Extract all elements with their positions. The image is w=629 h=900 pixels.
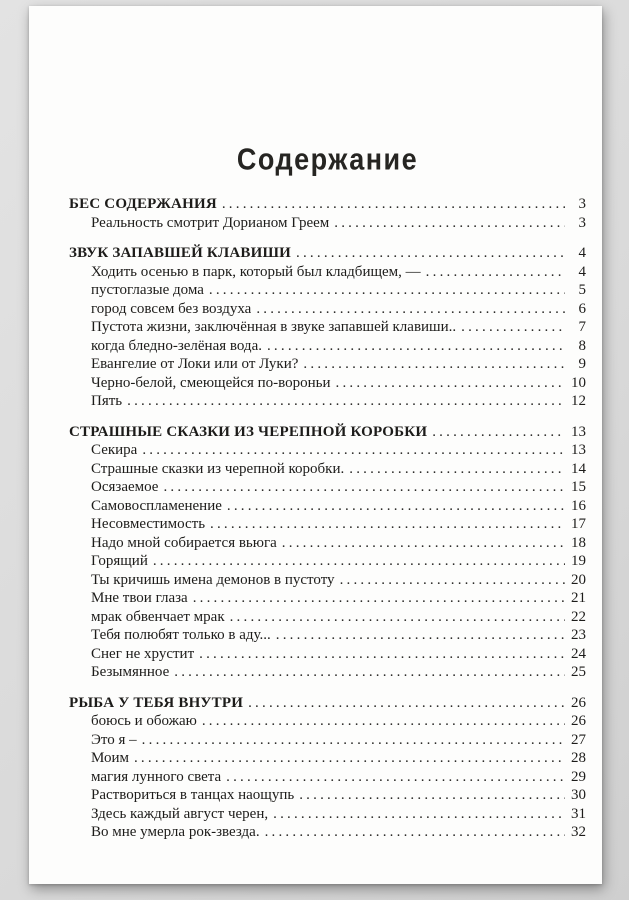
dot-leader — [209, 281, 565, 300]
toc-heading-label: БЕС СОДЕРЖАНИЯ — [69, 196, 217, 212]
dot-leader — [273, 805, 565, 824]
toc-entry — [69, 552, 586, 571]
toc-entry-label: Пять — [91, 393, 123, 409]
dot-leader — [153, 552, 565, 571]
toc-entry-page: 26 — [571, 713, 586, 729]
toc-heading — [69, 694, 586, 713]
toc-entry-label: пустоглазые дома — [91, 282, 204, 298]
toc-entry — [69, 337, 586, 356]
toc-entry-label: Здесь каждый август черен, — [91, 805, 269, 822]
dot-leader — [193, 589, 565, 608]
toc-entry-label: Снег не хрустит — [91, 645, 195, 662]
page-title: Содержание — [236, 142, 419, 177]
toc-entry-label: Моим — [91, 750, 129, 766]
toc-entry-page: 21 — [571, 590, 586, 606]
dot-leader — [174, 663, 565, 682]
toc-entry-page: 12 — [571, 393, 586, 409]
dot-leader — [336, 374, 566, 393]
toc-entry-page: 19 — [571, 553, 586, 569]
toc-section — [69, 423, 586, 682]
dot-leader — [265, 823, 565, 842]
dot-leader — [256, 300, 565, 319]
dot-leader — [248, 694, 565, 713]
toc-entry-label: магия лунного света — [91, 768, 222, 785]
toc-entry-page: 22 — [571, 608, 586, 625]
dot-leader — [340, 571, 565, 590]
toc-entry — [69, 786, 586, 805]
toc-entry — [69, 263, 586, 282]
toc-entry — [69, 731, 586, 750]
dot-leader — [227, 497, 565, 516]
dot-leader — [276, 626, 565, 645]
dot-leader — [230, 608, 565, 627]
toc-entry — [69, 571, 586, 590]
page-inner — [29, 6, 602, 842]
dot-leader — [267, 337, 565, 356]
toc-entry-label: боюсь и обожаю — [91, 713, 197, 729]
toc-entry-page: 23 — [571, 627, 586, 643]
toc-entry — [69, 392, 586, 411]
toc-entry-label: Надо мной собирается вьюга — [91, 534, 277, 551]
dot-leader — [134, 749, 565, 768]
toc-entry-label: Пустота жизни, заключённая в звуке запавшей клавиши.. — [91, 319, 457, 335]
toc-entry-page: 32 — [571, 824, 586, 840]
toc-section — [69, 244, 586, 411]
toc-entry-label: Реальность смотрит Дорианом Греем — [91, 214, 330, 231]
toc-entry-page: 6 — [578, 300, 586, 317]
toc-entry-label: Самовоспламенение — [91, 497, 222, 514]
dot-leader — [127, 392, 565, 411]
toc-entry — [69, 749, 586, 768]
toc-entry — [69, 300, 586, 319]
toc-entry — [69, 608, 586, 627]
toc-section — [69, 694, 586, 842]
toc-entry-page: 14 — [571, 460, 586, 477]
toc-entry — [69, 374, 586, 393]
toc-entry — [69, 460, 586, 479]
toc-entry-label: город совсем без воздуха — [91, 300, 252, 317]
toc — [69, 195, 586, 842]
toc-heading-page: 13 — [571, 423, 586, 440]
toc-entry-label: когда бледно-зелёная вода. — [91, 337, 262, 354]
toc-heading-page: 4 — [578, 245, 586, 261]
toc-entry-label: Безымянное — [91, 664, 170, 680]
toc-entry — [69, 497, 586, 516]
toc-entry-label: Во мне умерла рок-звезда. — [91, 824, 260, 840]
dot-leader — [303, 355, 565, 374]
toc-entry-label: Раствориться в танцах наощупь — [91, 787, 295, 803]
toc-entry-page: 29 — [571, 768, 586, 785]
toc-entry — [69, 823, 586, 842]
toc-entry — [69, 534, 586, 553]
book-page — [29, 6, 602, 884]
toc-entry-page: 17 — [571, 516, 586, 532]
toc-entry — [69, 805, 586, 824]
toc-entry-label: мрак обвенчает мрак — [91, 608, 225, 625]
dot-leader — [296, 244, 565, 263]
dot-leader — [432, 423, 565, 442]
toc-heading-page: 3 — [578, 196, 586, 212]
toc-entry — [69, 515, 586, 534]
dot-leader — [226, 768, 565, 787]
toc-entry-label: Тебя полюбят только в аду... — [91, 627, 271, 643]
toc-entry-label: Ходить осенью в парк, который был кладбищем, — — [91, 263, 421, 280]
toc-entry-page: 27 — [571, 731, 586, 748]
toc-entry-label: Осязаемое — [91, 479, 159, 495]
toc-entry — [69, 318, 586, 337]
toc-entry-page: 5 — [578, 282, 586, 298]
toc-entry-page: 28 — [571, 750, 586, 766]
toc-entry-page: 13 — [571, 442, 586, 458]
toc-entry-label: Ты кричишь имена демонов в пустоту — [91, 571, 335, 588]
toc-entry — [69, 589, 586, 608]
toc-entry-page: 15 — [571, 479, 586, 495]
toc-entry-label: Мне твои глаза — [91, 590, 188, 606]
toc-entry — [69, 712, 586, 731]
toc-entry — [69, 281, 586, 300]
toc-entry — [69, 355, 586, 374]
dot-leader — [142, 441, 565, 460]
dot-leader — [210, 515, 565, 534]
toc-heading-label: ЗВУК ЗАПАВШЕЙ КЛАВИШИ — [69, 245, 292, 261]
dot-leader — [426, 263, 565, 282]
toc-heading-label: СТРАШНЫЕ СКАЗКИ ИЗ ЧЕРЕПНОЙ КОРОБКИ — [69, 423, 428, 440]
toc-entry — [69, 626, 586, 645]
dot-leader — [163, 478, 565, 497]
toc-heading-label: РЫБА У ТЕБЯ ВНУТРИ — [69, 694, 244, 711]
toc-entry-label: Это я – — [91, 731, 137, 748]
toc-entry-page: 31 — [571, 805, 586, 822]
dot-leader — [282, 534, 565, 553]
toc-entry-page: 8 — [578, 337, 586, 354]
toc-entry-label: Черно-белой, смеющейся по-вороньи — [91, 374, 331, 391]
toc-entry-page: 30 — [571, 787, 586, 803]
toc-entry-page: 7 — [578, 319, 586, 335]
toc-entry-page: 16 — [571, 497, 586, 514]
toc-entry-label: Страшные сказки из черепной коробки. — [91, 460, 345, 477]
toc-entry — [69, 645, 586, 664]
dot-leader — [461, 318, 565, 337]
toc-entry — [69, 663, 586, 682]
toc-heading-page: 26 — [571, 694, 586, 711]
toc-entry-label: Секира — [91, 442, 138, 458]
dot-leader — [199, 645, 565, 664]
toc-entry-page: 4 — [578, 263, 586, 280]
toc-entry-page: 9 — [578, 356, 586, 372]
toc-heading — [69, 423, 586, 442]
toc-entry — [69, 768, 586, 787]
toc-entry — [69, 441, 586, 460]
toc-entry-page: 25 — [571, 664, 586, 680]
toc-entry-page: 10 — [571, 374, 586, 391]
toc-entry-page: 3 — [578, 214, 586, 231]
dot-leader — [349, 460, 565, 479]
toc-entry-label: Евангелие от Локи или от Луки? — [91, 356, 299, 372]
toc-heading — [69, 244, 586, 263]
toc-entry-page: 18 — [571, 534, 586, 551]
toc-entry-label: Несовместимость — [91, 516, 206, 532]
toc-entry — [69, 478, 586, 497]
toc-entry-page: 24 — [571, 645, 586, 662]
dot-leader — [299, 786, 565, 805]
dot-leader — [202, 712, 565, 731]
toc-entry-page: 20 — [571, 571, 586, 588]
toc-entry-label: Горящий — [91, 553, 148, 569]
dot-leader — [142, 731, 565, 750]
